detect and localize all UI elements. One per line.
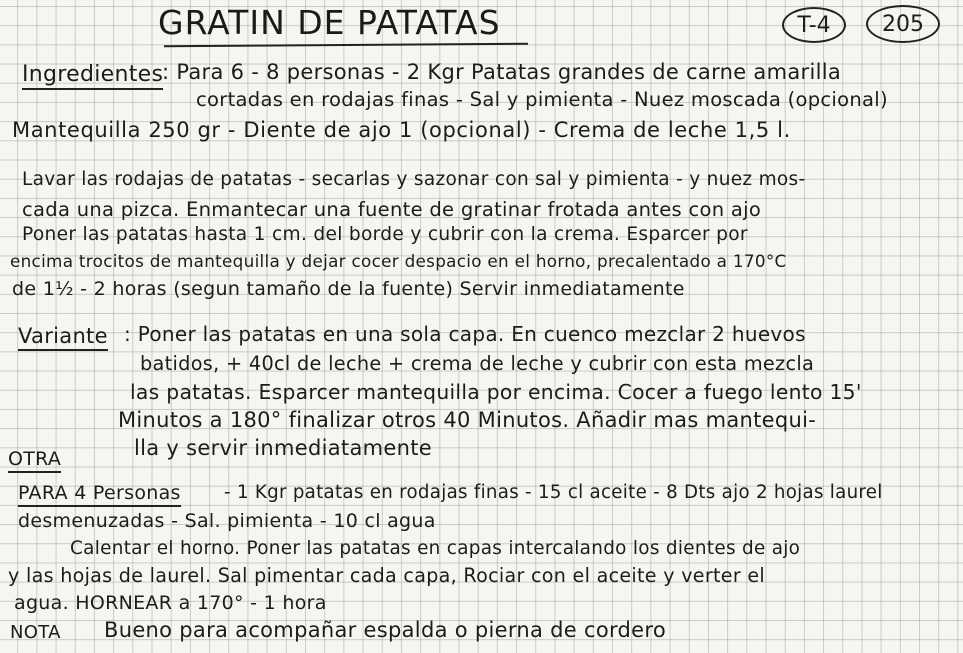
otra-line-2: desmenuzadas - Sal. pimienta - 10 cl agua <box>18 510 436 532</box>
variante-line-1: : Poner las patatas en una sola capa. En cuenco mezclar 2 huevos <box>124 322 806 346</box>
nota-label: NOTA <box>10 622 61 643</box>
otra-heading-text: OTRA <box>8 448 61 473</box>
otra-line-5: agua. HORNEAR a 170° - 1 hora <box>14 592 327 614</box>
code-badge-right <box>866 5 940 43</box>
title-underline <box>164 43 528 48</box>
method-line-5: de 1½ - 2 horas (segun tamaño de la fuente) Servir inmediatamente <box>12 278 685 300</box>
variante-heading <box>18 326 108 347</box>
code-right-text: 205 <box>882 11 924 37</box>
otra-subheading-text: PARA 4 Personas <box>18 482 181 507</box>
otra-line-1: - 1 Kgr patatas en rodajas finas - 15 cl aceite - 8 Dts ajo 2 hojas laurel <box>224 482 883 503</box>
otra-line-3: Calentar el horno. Poner las patatas en capas intercalando los dientes de ajo <box>70 538 801 559</box>
method-line-2: cada una pizca. Enmantecar una fuente de gratinar frotada antes con ajo <box>22 198 762 221</box>
otra-line-4: y las hojas de laurel. Sal pimentar cada capa, Rociar con el aceite y verter el <box>8 564 765 587</box>
otra-subheading <box>18 484 181 503</box>
variante-line-4: Minutos a 180° finalizar otros 40 Minutos. Añadir mas mantequi- <box>118 408 817 432</box>
ingredients-line-3: Mantequilla 250 gr - Diente de ajo 1 (opcional) - Crema de leche 1,5 l. <box>12 118 791 142</box>
ingredients-heading-text: Ingredientes <box>22 62 163 90</box>
otra-heading <box>8 450 61 469</box>
variante-line-5: lla y servir inmediatamente <box>134 436 432 460</box>
code-left-text: T-4 <box>797 12 831 38</box>
nota-text: Bueno para acompañar espalda o pierna de cordero <box>104 618 666 642</box>
variante-line-3: las patatas. Esparcer mantequilla por encima. Cocer a fuego lento 15' <box>130 380 862 404</box>
method-line-4: encima trocitos de mantequilla y dejar cocer despacio en el horno, precalentado a 170°C <box>10 251 787 271</box>
ingredients-heading <box>22 64 163 86</box>
recipe-title: GRATIN DE PATATAS <box>158 3 501 42</box>
variante-line-2: batidos, + 40cl de leche + crema de leche y cubrir con esta mezcla <box>140 352 815 375</box>
code-badge-left <box>782 7 846 43</box>
ingredients-line-2: cortadas en rodajas finas - Sal y pimienta - Nuez moscada (opcional) <box>196 88 888 111</box>
ingredients-line-1: : Para 6 - 8 personas - 2 Kgr Patatas grandes de carne amarilla <box>162 60 842 84</box>
method-line-3: Poner las patatas hasta 1 cm. del borde y cubrir con la crema. Esparcer por <box>22 224 748 245</box>
method-line-1: Lavar las rodajas de patatas - secarlas y sazonar con sal y pimienta - y nuez mos- <box>22 169 806 190</box>
variante-heading-text: Variante <box>18 324 108 351</box>
